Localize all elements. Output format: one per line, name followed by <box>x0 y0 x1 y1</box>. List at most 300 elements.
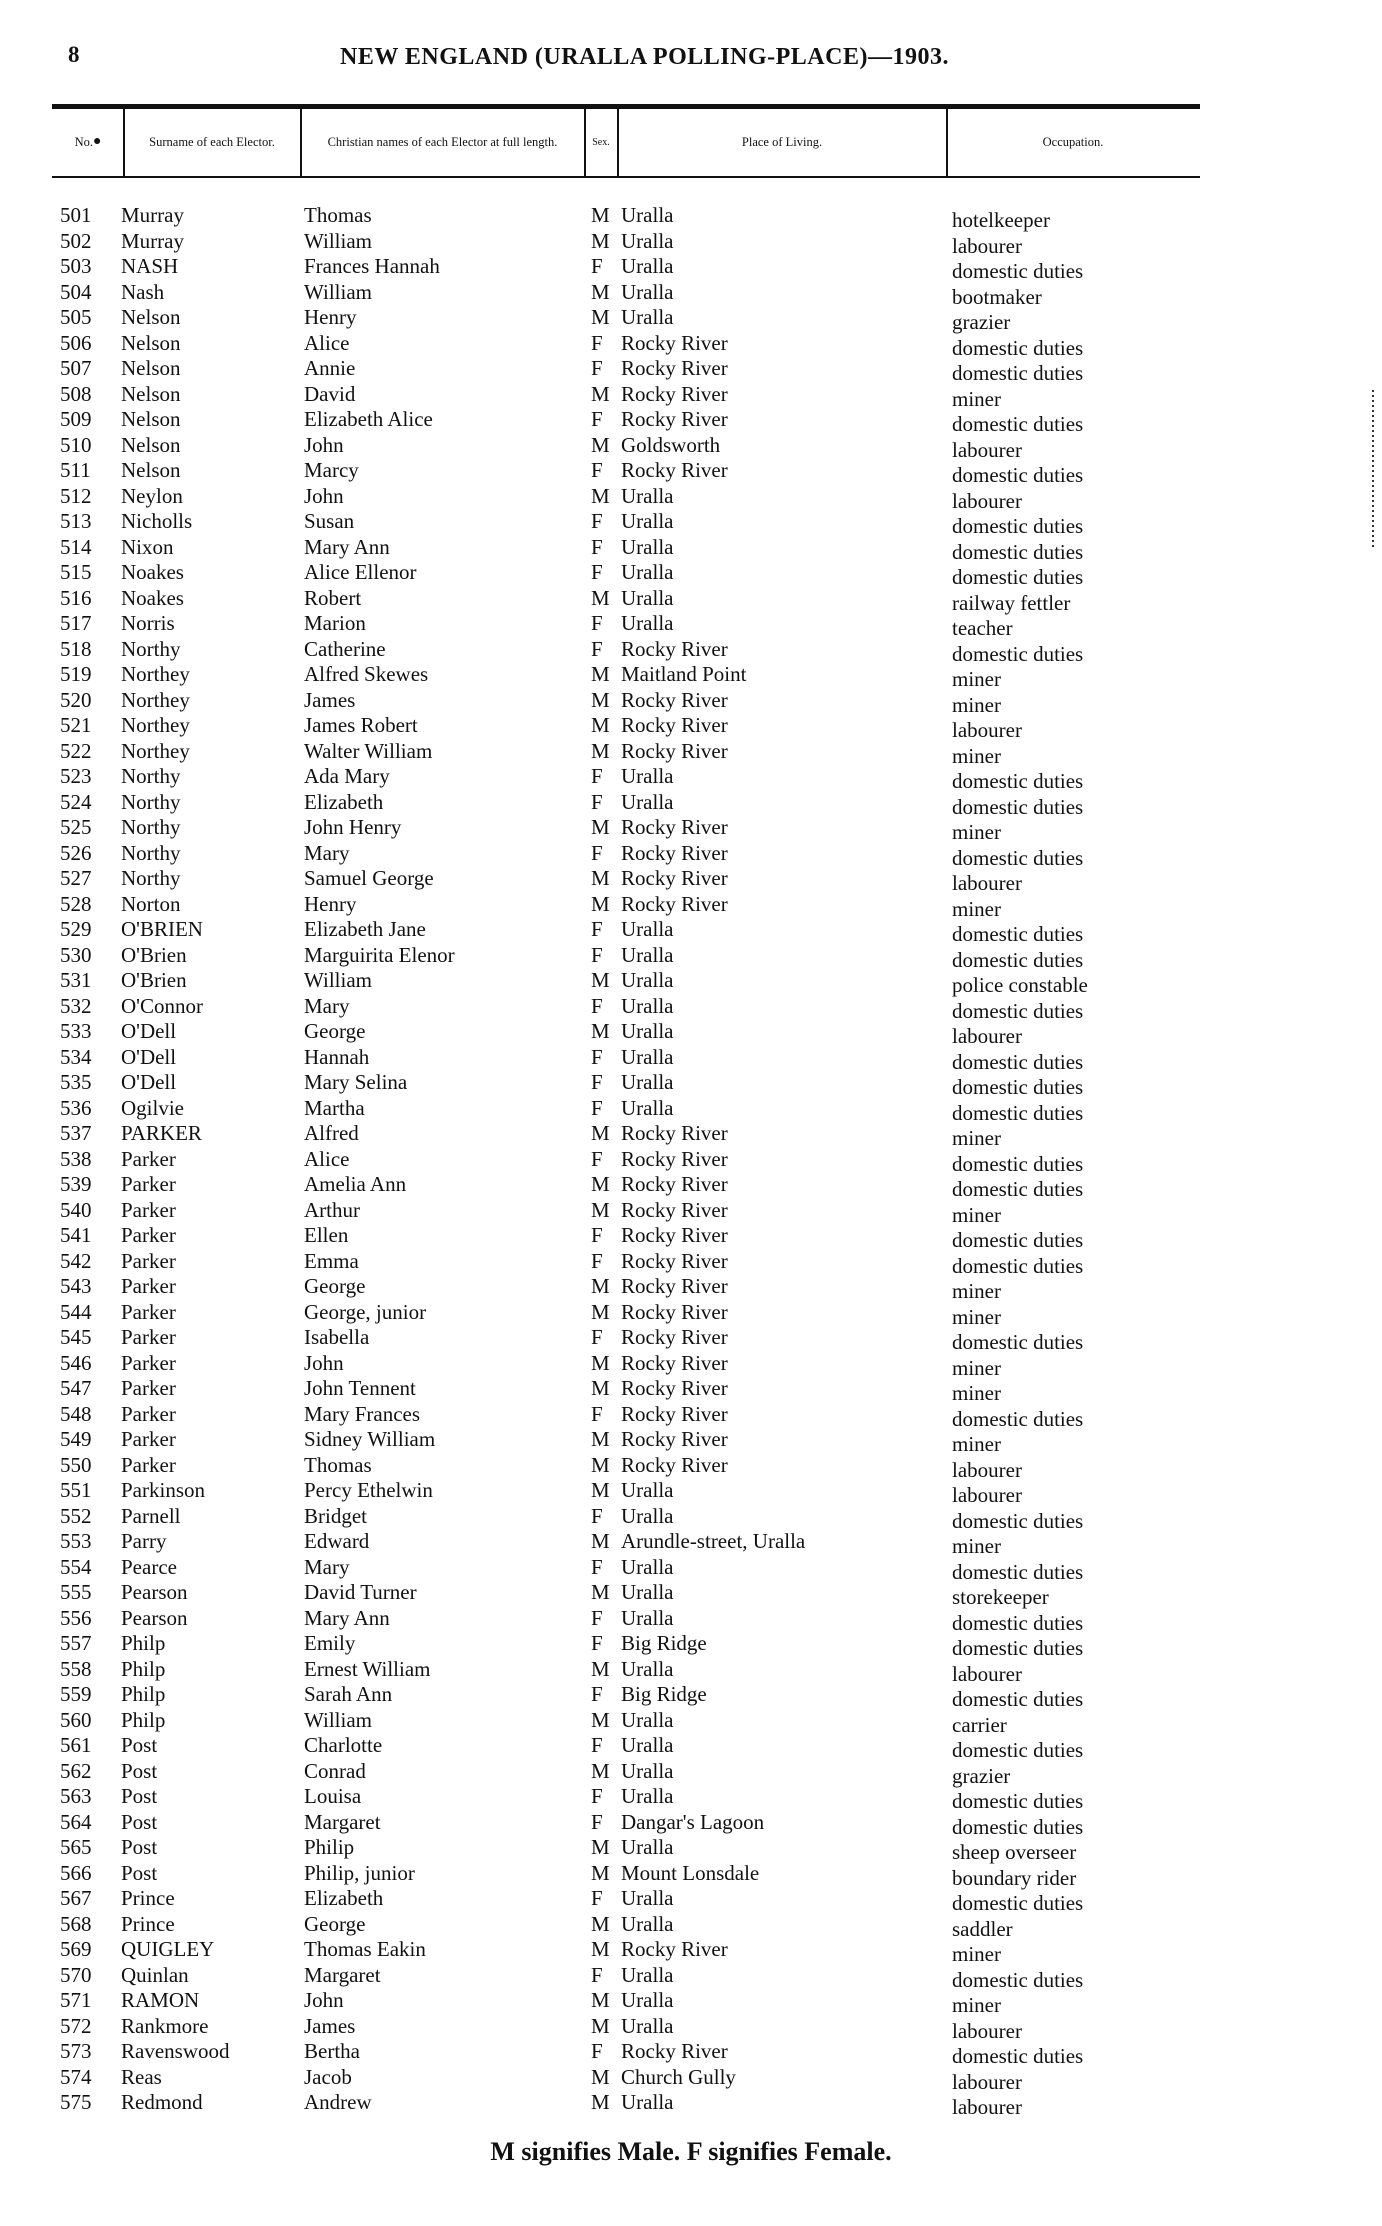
elector-place: Rocky River <box>621 356 728 380</box>
elector-christian-names: George <box>304 1274 366 1298</box>
elector-sex: F <box>591 917 603 941</box>
elector-number: 534 <box>60 1044 92 1069</box>
elector-sex: M <box>591 815 610 839</box>
elector-sex: M <box>591 228 610 253</box>
column-divider <box>617 108 619 176</box>
elector-surname: Parker <box>121 1197 176 1222</box>
elector-occupation: domestic duties <box>952 998 1084 1023</box>
elector-sex: M <box>591 203 610 227</box>
elector-number: 529 <box>60 917 92 941</box>
elector-number: 507 <box>60 356 92 380</box>
elector-christian-names: Margaret <box>304 1809 381 1834</box>
elector-number: 525 <box>60 815 92 839</box>
table-row <box>0 1350 1382 1380</box>
elector-surname: Philp <box>121 1631 166 1655</box>
elector-occupation: labourer <box>952 2095 1022 2119</box>
elector-christian-names: Mary Selina <box>304 1070 408 1094</box>
elector-place: Uralla <box>621 789 674 814</box>
table-row <box>0 1707 1382 1737</box>
elector-sex: M <box>591 1197 610 1222</box>
elector-christian-names: Emma <box>304 1248 359 1273</box>
elector-sex: M <box>591 1172 610 1196</box>
elector-surname: Norton <box>121 891 181 916</box>
elector-place: Rocky River <box>621 381 728 406</box>
elector-number: 516 <box>60 585 92 610</box>
elector-sex: F <box>591 1784 603 1808</box>
elector-place: Rocky River <box>621 1197 728 1222</box>
table-row <box>0 585 1382 615</box>
bullet-icon: ● <box>92 134 102 149</box>
elector-place: Uralla <box>621 1733 674 1757</box>
table-row <box>0 1682 1382 1711</box>
elector-surname: Parker <box>121 1274 176 1298</box>
elector-place: Uralla <box>621 764 674 788</box>
table-row <box>0 1835 1382 1864</box>
table-row <box>0 1452 1382 1482</box>
table-row <box>0 1299 1382 1329</box>
elector-occupation: miner <box>952 896 1001 921</box>
elector-place: Rocky River <box>621 1376 728 1400</box>
elector-christian-names: Catherine <box>304 636 386 661</box>
table-row <box>0 1962 1382 1992</box>
elector-number: 540 <box>60 1197 92 1222</box>
elector-christian-names: William <box>304 1707 372 1732</box>
elector-surname: Quinlan <box>121 1962 189 1987</box>
elector-surname: Philp <box>121 1682 166 1706</box>
elector-place: Uralla <box>621 1886 674 1910</box>
table-row <box>0 458 1382 487</box>
elector-place: Uralla <box>621 1962 674 1987</box>
elector-number: 505 <box>60 305 92 329</box>
elector-christian-names: Alice Ellenor <box>304 560 417 584</box>
elector-surname: Post <box>121 1835 158 1859</box>
elector-surname: Post <box>121 1809 158 1834</box>
elector-occupation: boundary rider <box>952 1865 1077 1890</box>
elector-number: 532 <box>60 993 92 1018</box>
table-row <box>0 1095 1382 1125</box>
elector-christian-names: Percy Ethelwin <box>304 1478 433 1502</box>
elector-christian-names: Edward <box>304 1529 370 1553</box>
elector-number: 526 <box>60 840 92 865</box>
elector-sex: M <box>591 968 610 992</box>
elector-sex: F <box>591 330 603 355</box>
elector-christian-names: Annie <box>304 356 356 380</box>
elector-place: Uralla <box>621 1988 674 2012</box>
elector-christian-names: Elizabeth <box>304 1886 384 1910</box>
elector-sex: F <box>591 1886 603 1910</box>
header-surname: Surname of each Elector. <box>149 135 275 149</box>
elector-occupation: miner <box>952 667 1001 691</box>
elector-number: 521 <box>60 713 92 737</box>
elector-christian-names: Jacob <box>304 2064 352 2089</box>
elector-number: 533 <box>60 1019 92 1043</box>
elector-place: Uralla <box>621 1044 674 1069</box>
elector-occupation: labourer <box>952 437 1022 462</box>
elector-christian-names: Amelia Ann <box>304 1172 407 1196</box>
table-row <box>0 381 1382 411</box>
elector-christian-names: Thomas <box>304 203 372 227</box>
table-row <box>0 1325 1382 1354</box>
elector-occupation: grazier <box>952 1763 1011 1788</box>
page-title: NEW ENGLAND (URALLA POLLING-PLACE)—1903. <box>340 44 949 70</box>
elector-surname: Ogilvie <box>121 1095 184 1120</box>
elector-sex: M <box>591 1274 610 1298</box>
elector-surname: Northy <box>121 866 181 890</box>
elector-place: Rocky River <box>621 458 728 482</box>
elector-occupation: domestic duties <box>952 794 1084 819</box>
elector-place: Uralla <box>621 1656 674 1681</box>
elector-occupation: domestic duties <box>952 641 1084 666</box>
elector-surname: Parker <box>121 1146 176 1171</box>
elector-number: 538 <box>60 1146 92 1171</box>
elector-christian-names: William <box>304 228 372 253</box>
elector-number: 563 <box>60 1784 92 1808</box>
elector-place: Uralla <box>621 254 674 278</box>
elector-number: 501 <box>60 203 92 227</box>
elector-christian-names: Sarah Ann <box>304 1682 393 1706</box>
elector-surname: QUIGLEY <box>121 1937 215 1961</box>
elector-place: Rocky River <box>621 687 728 712</box>
elector-occupation: miner <box>952 1279 1001 1303</box>
elector-number: 536 <box>60 1095 92 1120</box>
elector-surname: O'Dell <box>121 1019 177 1043</box>
elector-place: Goldsworth <box>621 432 721 457</box>
elector-number: 514 <box>60 534 92 559</box>
elector-occupation: miner <box>952 1355 1001 1380</box>
elector-christian-names: George <box>304 1911 366 1936</box>
table-row <box>0 1605 1382 1635</box>
elector-christian-names: Henry <box>304 305 357 329</box>
elector-occupation: domestic duties <box>952 259 1084 283</box>
elector-surname: Parker <box>121 1172 176 1196</box>
elector-surname: Murray <box>121 228 184 253</box>
elector-place: Uralla <box>621 585 674 610</box>
elector-number: 518 <box>60 636 92 661</box>
elector-surname: Murray <box>121 203 184 227</box>
elector-surname: Northy <box>121 764 181 788</box>
elector-place: Mount Lonsdale <box>621 1860 760 1885</box>
elector-number: 560 <box>60 1707 92 1732</box>
elector-occupation: labourer <box>952 871 1022 895</box>
elector-surname: Nelson <box>121 381 181 406</box>
elector-occupation: domestic duties <box>952 1100 1084 1125</box>
elector-sex: M <box>591 381 610 406</box>
elector-sex: M <box>591 1988 610 2012</box>
table-row <box>0 330 1382 360</box>
elector-sex: M <box>591 1452 610 1477</box>
elector-occupation: grazier <box>952 310 1011 334</box>
elector-sex: F <box>591 764 603 788</box>
elector-occupation: labourer <box>952 2069 1022 2094</box>
elector-surname: Northey <box>121 738 190 763</box>
elector-place: Uralla <box>621 993 674 1018</box>
table-row <box>0 636 1382 666</box>
elector-surname: Parker <box>121 1325 176 1349</box>
elector-place: Uralla <box>621 203 674 227</box>
table-row <box>0 2039 1382 2068</box>
table-row <box>0 1401 1382 1431</box>
header-bottom-rule <box>52 176 1200 178</box>
elector-sex: M <box>591 1019 610 1043</box>
elector-sex: M <box>591 1707 610 1732</box>
elector-surname: Parker <box>121 1401 176 1426</box>
elector-christian-names: William <box>304 279 372 304</box>
table-row <box>0 1860 1382 1890</box>
elector-number: 557 <box>60 1631 92 1655</box>
elector-sex: F <box>591 840 603 865</box>
table-row <box>0 432 1382 462</box>
elector-place: Uralla <box>621 942 674 967</box>
elector-surname: Reas <box>121 2064 162 2089</box>
elector-sex: F <box>591 1631 603 1655</box>
elector-christian-names: Susan <box>304 509 355 533</box>
elector-christian-names: Mary <box>304 840 350 865</box>
table-row <box>0 407 1382 436</box>
table-row <box>0 1911 1382 1941</box>
elector-number: 561 <box>60 1733 92 1757</box>
elector-place: Uralla <box>621 1478 674 1502</box>
elector-sex: F <box>591 407 603 431</box>
elector-surname: Philp <box>121 1656 166 1681</box>
elector-place: Uralla <box>621 534 674 559</box>
elector-surname: Nelson <box>121 356 181 380</box>
elector-number: 545 <box>60 1325 92 1349</box>
table-row <box>0 1937 1382 1966</box>
elector-occupation: railway fettler <box>952 590 1071 615</box>
elector-occupation: miner <box>952 386 1001 411</box>
elector-sex: F <box>591 789 603 814</box>
table-row <box>0 1121 1382 1150</box>
table-row <box>0 738 1382 768</box>
elector-sex: M <box>591 1350 610 1375</box>
header-occupation: Occupation. <box>1042 135 1104 149</box>
elector-christian-names: John Tennent <box>304 1376 416 1400</box>
elector-surname: O'Brien <box>121 968 187 992</box>
elector-number: 555 <box>60 1580 92 1604</box>
elector-number: 541 <box>60 1223 92 1247</box>
elector-occupation: miner <box>952 1942 1001 1966</box>
table-row <box>0 1070 1382 1099</box>
elector-place: Uralla <box>621 1911 674 1936</box>
elector-christian-names: Philip <box>304 1835 355 1859</box>
table-row <box>0 2013 1382 2043</box>
elector-sex: F <box>591 1070 603 1094</box>
header-no-label: No. <box>74 135 93 149</box>
elector-place: Rocky River <box>621 330 728 355</box>
elector-place: Rocky River <box>621 815 728 839</box>
table-row <box>0 1274 1382 1303</box>
elector-surname: Noakes <box>121 560 184 584</box>
elector-number: 550 <box>60 1452 92 1477</box>
table-row <box>0 1758 1382 1788</box>
elector-christian-names: Elizabeth <box>304 789 384 814</box>
table-row <box>0 1631 1382 1660</box>
elector-occupation: labourer <box>952 488 1022 513</box>
elector-occupation: domestic duties <box>952 1610 1084 1635</box>
elector-christian-names: David Turner <box>304 1580 417 1604</box>
elector-occupation: domestic duties <box>952 1177 1084 1201</box>
elector-number: 548 <box>60 1401 92 1426</box>
elector-number: 549 <box>60 1427 92 1451</box>
elector-surname: Nelson <box>121 330 181 355</box>
elector-sex: M <box>591 483 610 508</box>
table-row <box>0 917 1382 946</box>
elector-surname: PARKER <box>121 1121 202 1145</box>
elector-sex: M <box>591 1376 610 1400</box>
elector-christian-names: Ellen <box>304 1223 349 1247</box>
elector-occupation: teacher <box>952 616 1013 640</box>
elector-place: Rocky River <box>621 1172 728 1196</box>
elector-sex: M <box>591 713 610 737</box>
table-row <box>0 1223 1382 1252</box>
elector-number: 569 <box>60 1937 92 1961</box>
elector-sex: F <box>591 1044 603 1069</box>
elector-place: Uralla <box>621 1554 674 1579</box>
header-sex: Sex. <box>592 136 610 148</box>
elector-number: 558 <box>60 1656 92 1681</box>
elector-sex: M <box>591 432 610 457</box>
table-row <box>0 866 1382 895</box>
elector-place: Uralla <box>621 560 674 584</box>
elector-sex: F <box>591 993 603 1018</box>
elector-christian-names: Arthur <box>304 1197 360 1222</box>
elector-surname: Post <box>121 1860 158 1885</box>
elector-christian-names: Mary Ann <box>304 1605 390 1630</box>
elector-sex: M <box>591 2064 610 2089</box>
elector-surname: Parker <box>121 1299 176 1324</box>
elector-sex: F <box>591 534 603 559</box>
elector-surname: Neylon <box>121 483 183 508</box>
elector-number: 556 <box>60 1605 92 1630</box>
elector-sex: F <box>591 1962 603 1987</box>
elector-surname: Rankmore <box>121 2013 209 2038</box>
table-row <box>0 611 1382 640</box>
elector-place: Rocky River <box>621 636 728 661</box>
elector-occupation: domestic duties <box>952 1151 1084 1176</box>
elector-christian-names: Philip, junior <box>304 1860 415 1885</box>
elector-christian-names: Alice <box>304 1146 350 1171</box>
elector-place: Uralla <box>621 1707 674 1732</box>
table-row <box>0 1146 1382 1176</box>
elector-surname: O'Dell <box>121 1044 177 1069</box>
table-row <box>0 279 1382 309</box>
elector-sex: F <box>591 1146 603 1171</box>
elector-number: 573 <box>60 2039 92 2063</box>
table-row <box>0 1809 1382 1839</box>
table-row <box>0 1478 1382 1507</box>
elector-occupation: carrier <box>952 1712 1007 1737</box>
elector-surname: Nelson <box>121 305 181 329</box>
elector-christian-names: Marguirita Elenor <box>304 942 455 967</box>
table-row <box>0 1503 1382 1533</box>
elector-sex: F <box>591 1733 603 1757</box>
elector-place: Uralla <box>621 509 674 533</box>
elector-surname: Post <box>121 1733 158 1757</box>
elector-occupation: domestic duties <box>952 2044 1084 2068</box>
column-divider <box>300 108 302 176</box>
elector-number: 528 <box>60 891 92 916</box>
elector-christian-names: Margaret <box>304 1962 381 1987</box>
elector-occupation: miner <box>952 1534 1001 1558</box>
table-row <box>0 1886 1382 1915</box>
elector-number: 539 <box>60 1172 92 1196</box>
elector-occupation: domestic duties <box>952 361 1084 385</box>
elector-sex: M <box>591 1529 610 1553</box>
elector-place: Big Ridge <box>621 1682 707 1706</box>
elector-number: 542 <box>60 1248 92 1273</box>
elector-number: 547 <box>60 1376 92 1400</box>
elector-occupation: domestic duties <box>952 1789 1084 1813</box>
elector-surname: Redmond <box>121 2090 203 2114</box>
elector-sex: M <box>591 687 610 712</box>
elector-occupation: labourer <box>952 1483 1022 1507</box>
table-row <box>0 1376 1382 1405</box>
elector-place: Rocky River <box>621 738 728 763</box>
header-christian-names: Christian names of each Elector at full length. <box>327 135 558 149</box>
elector-occupation: domestic duties <box>952 1253 1084 1278</box>
elector-surname: NASH <box>121 254 179 278</box>
elector-place: Rocky River <box>621 1274 728 1298</box>
electors-table <box>0 203 1382 2119</box>
elector-place: Uralla <box>621 1070 674 1094</box>
elector-number: 523 <box>60 764 92 788</box>
elector-place: Uralla <box>621 1580 674 1604</box>
elector-christian-names: James <box>304 2013 356 2038</box>
elector-place: Uralla <box>621 279 674 304</box>
elector-place: Rocky River <box>621 1452 728 1477</box>
table-row <box>0 509 1382 538</box>
elector-number: 574 <box>60 2064 92 2089</box>
elector-surname: Nixon <box>121 534 174 559</box>
elector-surname: Pearson <box>121 1605 188 1630</box>
elector-place: Church Gully <box>621 2064 736 2089</box>
elector-sex: F <box>591 1682 603 1706</box>
elector-surname: Noakes <box>121 585 184 610</box>
elector-occupation: miner <box>952 1432 1001 1456</box>
elector-christian-names: Bertha <box>304 2039 360 2063</box>
table-row <box>0 254 1382 283</box>
elector-surname: Northey <box>121 662 190 686</box>
elector-number: 537 <box>60 1121 92 1145</box>
elector-place: Rocky River <box>621 1325 728 1349</box>
elector-occupation: domestic duties <box>952 845 1084 870</box>
elector-surname: Parker <box>121 1452 176 1477</box>
elector-surname: Parker <box>121 1248 176 1273</box>
elector-sex: F <box>591 458 603 482</box>
table-row <box>0 1554 1382 1584</box>
elector-number: 503 <box>60 254 92 278</box>
elector-sex: M <box>591 891 610 916</box>
elector-sex: M <box>591 1299 610 1324</box>
elector-sex: M <box>591 866 610 890</box>
elector-place: Rocky River <box>621 866 728 890</box>
table-row <box>0 789 1382 819</box>
table-row <box>0 764 1382 793</box>
table-row <box>0 1784 1382 1813</box>
elector-place: Uralla <box>621 1758 674 1783</box>
elector-number: 546 <box>60 1350 92 1375</box>
elector-surname: Parker <box>121 1427 176 1451</box>
elector-christian-names: Mary <box>304 993 350 1018</box>
elector-occupation: miner <box>952 1202 1001 1227</box>
elector-occupation: miner <box>952 1304 1001 1329</box>
elector-place: Rocky River <box>621 1401 728 1426</box>
table-row <box>0 993 1382 1023</box>
table-row <box>0 687 1382 717</box>
table-row <box>0 1044 1382 1074</box>
elector-occupation: domestic duties <box>952 335 1084 360</box>
elector-sex: F <box>591 636 603 661</box>
